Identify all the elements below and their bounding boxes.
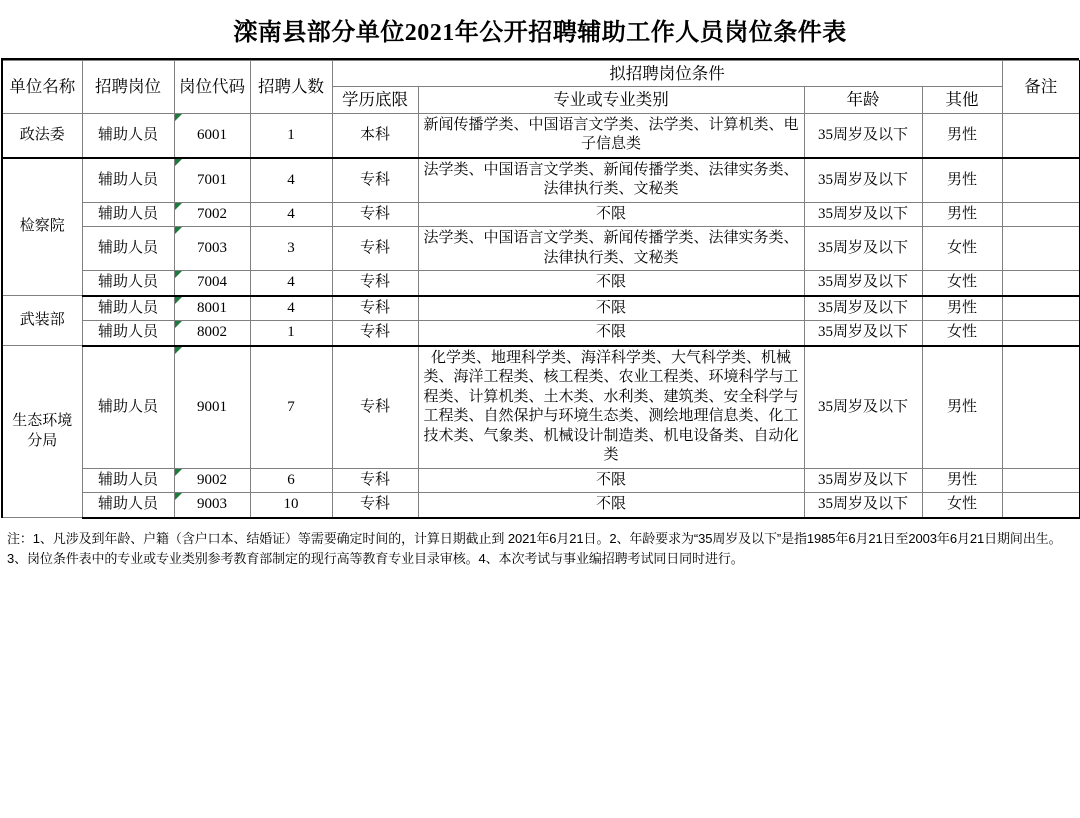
cell-remark — [1002, 113, 1080, 158]
cell-headcount: 4 — [250, 158, 332, 203]
cell-code: 7004 — [174, 271, 250, 296]
col-header-remark: 备注 — [1002, 61, 1080, 114]
cell-headcount: 1 — [250, 113, 332, 158]
col-header-major: 专业或专业类别 — [418, 87, 804, 113]
cell-remark — [1002, 493, 1080, 518]
cell-post: 辅助人员 — [82, 296, 174, 321]
cell-education: 本科 — [332, 113, 418, 158]
cell-headcount: 4 — [250, 202, 332, 227]
cell-education: 专科 — [332, 271, 418, 296]
cell-age: 35周岁及以下 — [804, 202, 922, 227]
text-number-warning-icon — [175, 227, 182, 234]
text-number-warning-icon — [175, 271, 182, 278]
cell-education: 专科 — [332, 321, 418, 346]
col-header-unit-name: 单位名称 — [2, 61, 82, 114]
cell-education: 专科 — [332, 158, 418, 203]
cell-age: 35周岁及以下 — [804, 468, 922, 493]
cell-post: 辅助人员 — [82, 202, 174, 227]
table-row — [2, 321, 1080, 346]
cell-major: 法学类、中国语言文学类、新闻传播学类、法律实务类、法律执行类、文秘类 — [418, 227, 804, 271]
col-header-age: 年龄 — [804, 87, 922, 113]
cell-major: 不限 — [418, 202, 804, 227]
cell-remark — [1002, 271, 1080, 296]
table-head — [2, 61, 1080, 114]
col-header-conditions-group: 拟招聘岗位条件 — [332, 61, 1002, 87]
cell-remark — [1002, 346, 1080, 469]
cell-other: 男性 — [922, 158, 1002, 203]
cell-code: 7001 — [174, 158, 250, 203]
cell-education: 专科 — [332, 202, 418, 227]
cell-post: 辅助人员 — [82, 321, 174, 346]
cell-code: 9002 — [174, 468, 250, 493]
cell-education: 专科 — [332, 296, 418, 321]
job-conditions-table — [1, 60, 1080, 519]
cell-other: 男性 — [922, 113, 1002, 158]
cell-major: 化学类、地理科学类、海洋科学类、大气科学类、机械类、海洋工程类、核工程类、农业工程类、环境科学与工程类、计算机类、土木类、水利类、建筑类、安全科学与工程类、自然保护与环境生态类、测绘地理信息类、化工技术类、气象类、机械设计制造类、机电设备类、自动化类 — [418, 346, 804, 469]
cell-age: 35周岁及以下 — [804, 493, 922, 518]
cell-post: 辅助人员 — [82, 346, 174, 469]
cell-education: 专科 — [332, 227, 418, 271]
cell-age: 35周岁及以下 — [804, 227, 922, 271]
cell-other: 男性 — [922, 202, 1002, 227]
text-number-warning-icon — [175, 493, 182, 500]
cell-other: 女性 — [922, 227, 1002, 271]
text-number-warning-icon — [175, 347, 182, 354]
cell-post: 辅助人员 — [82, 271, 174, 296]
cell-code: 6001 — [174, 113, 250, 158]
cell-age: 35周岁及以下 — [804, 346, 922, 469]
cell-education: 专科 — [332, 346, 418, 469]
cell-other: 女性 — [922, 493, 1002, 518]
cell-major: 新闻传播学类、中国语言文学类、法学类、计算机类、电子信息类 — [418, 113, 804, 158]
cell-remark — [1002, 202, 1080, 227]
col-header-other: 其他 — [922, 87, 1002, 113]
cell-age: 35周岁及以下 — [804, 158, 922, 203]
cell-other: 男性 — [922, 296, 1002, 321]
header-row-1 — [2, 61, 1080, 87]
text-number-warning-icon — [175, 321, 182, 328]
cell-headcount: 3 — [250, 227, 332, 271]
title-band — [1, 0, 1079, 60]
cell-education: 专科 — [332, 468, 418, 493]
cell-other: 男性 — [922, 346, 1002, 469]
cell-code: 9003 — [174, 493, 250, 518]
cell-unit-name: 武装部 — [2, 296, 82, 346]
table-row — [2, 468, 1080, 493]
cell-major: 不限 — [418, 493, 804, 518]
table-row — [2, 227, 1080, 271]
text-number-warning-icon — [175, 114, 182, 121]
cell-major: 不限 — [418, 468, 804, 493]
page-title: 滦南县部分单位2021年公开招聘辅助工作人员岗位条件表 — [233, 19, 847, 46]
cell-other: 女性 — [922, 271, 1002, 296]
cell-age: 35周岁及以下 — [804, 296, 922, 321]
text-number-warning-icon — [175, 469, 182, 476]
cell-remark — [1002, 296, 1080, 321]
cell-age: 35周岁及以下 — [804, 321, 922, 346]
col-header-post: 招聘岗位 — [82, 61, 174, 114]
cell-unit-name: 政法委 — [2, 113, 82, 158]
table-row — [2, 202, 1080, 227]
cell-other: 女性 — [922, 321, 1002, 346]
cell-post: 辅助人员 — [82, 493, 174, 518]
cell-remark — [1002, 321, 1080, 346]
table-row — [2, 296, 1080, 321]
col-header-code: 岗位代码 — [174, 61, 250, 114]
cell-major: 法学类、中国语言文学类、新闻传播学类、法律实务类、法律执行类、文秘类 — [418, 158, 804, 203]
cell-education: 专科 — [332, 493, 418, 518]
cell-headcount: 1 — [250, 321, 332, 346]
cell-remark — [1002, 468, 1080, 493]
cell-post: 辅助人员 — [82, 227, 174, 271]
table-row — [2, 113, 1080, 158]
cell-code: 7002 — [174, 202, 250, 227]
col-header-headcount: 招聘人数 — [250, 61, 332, 114]
table-footnote: 注：1、凡涉及到年龄、户籍（含户口本、结婚证）等需要确定时间的，计算日期截止到 2021年6月21日。2、年龄要求为“35周岁及以下”是指1985年6月21日至2003年6月21日期间出生。3、岗位条件表中的专业或专业类别参考教育部制定的现行高等教育专业目录审核。4、本次考试与事业编招聘考试同日同时进行。 — [7, 530, 1062, 567]
text-number-warning-icon — [175, 159, 182, 166]
col-header-education: 学历底限 — [332, 87, 418, 113]
cell-unit-name: 生态环境分局 — [2, 346, 82, 518]
text-number-warning-icon — [175, 203, 182, 210]
cell-remark — [1002, 227, 1080, 271]
cell-code: 8001 — [174, 296, 250, 321]
cell-headcount: 4 — [250, 296, 332, 321]
cell-post: 辅助人员 — [82, 468, 174, 493]
cell-headcount: 4 — [250, 271, 332, 296]
table-row — [2, 158, 1080, 203]
cell-age: 35周岁及以下 — [804, 271, 922, 296]
cell-other: 男性 — [922, 468, 1002, 493]
table-row — [2, 493, 1080, 518]
cell-code: 8002 — [174, 321, 250, 346]
cell-headcount: 6 — [250, 468, 332, 493]
cell-post: 辅助人员 — [82, 158, 174, 203]
cell-age: 35周岁及以下 — [804, 113, 922, 158]
cell-code: 9001 — [174, 346, 250, 469]
cell-remark — [1002, 158, 1080, 203]
table-row — [2, 346, 1080, 469]
cell-major: 不限 — [418, 271, 804, 296]
cell-post: 辅助人员 — [82, 113, 174, 158]
cell-major: 不限 — [418, 296, 804, 321]
table-row — [2, 271, 1080, 296]
cell-major: 不限 — [418, 321, 804, 346]
table-body — [2, 113, 1080, 518]
cell-headcount: 7 — [250, 346, 332, 469]
cell-code: 7003 — [174, 227, 250, 271]
cell-headcount: 10 — [250, 493, 332, 518]
text-number-warning-icon — [175, 297, 182, 304]
cell-unit-name: 检察院 — [2, 158, 82, 296]
